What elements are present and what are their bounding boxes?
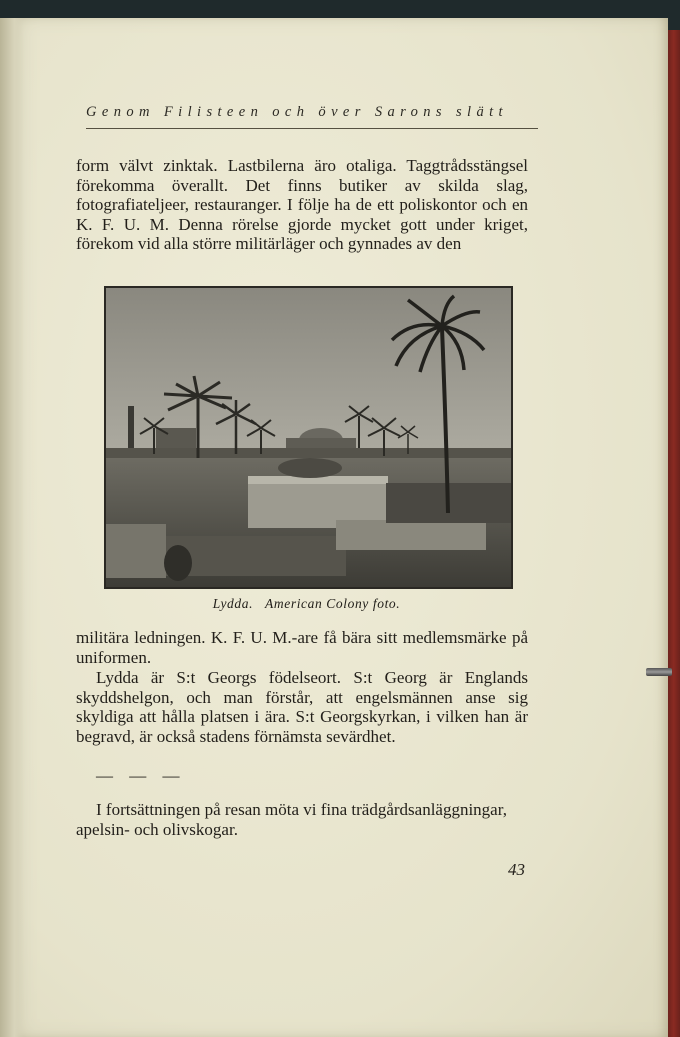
paragraph-1: form välvt zinktak. Lastbilerna äro otaliga. Taggtrådsstängsel förekomma överallt. Det finns butiker av skilda slag, fotografiateljeer, restauranger. I följe ha de ett poliskontor och en K. F. U. M. Denna rörelse gjorde mycket gott under kriget, förekom vid alla större militärläger och gynnades av den [76, 156, 528, 254]
page-gutter [0, 18, 24, 1037]
caption-place: Lydda. [212, 596, 254, 611]
paragraph-4: I fortsättningen på resan möta vi fina trädgårdsanläggningar, apelsin- och olivskogar. [76, 800, 507, 839]
section-separator: — — — [96, 766, 186, 785]
photo-lydda [104, 286, 513, 589]
page-clip [646, 668, 672, 676]
running-header: Genom Filisteen och över Sarons slätt [86, 104, 508, 120]
page-number: 43 [508, 860, 525, 879]
paragraph-2: militära ledningen. K. F. U. M.-are få bära sitt medlemsmärke på uniformen. [76, 628, 528, 667]
caption-credit: American Colony foto. [265, 596, 401, 611]
paragraph-3: Lydda är S:t Georgs födelseort. S:t Georg är Englands skyddshelgon, och man förstår, att engelsmännen anse sig skyldiga att hålla platsen i ära. S:t Georgskyrkan, i vilken han är begravd, är också stadens förnämsta sevärdhet. [76, 668, 528, 746]
photo-caption [104, 596, 509, 612]
header-rule [86, 128, 538, 129]
photo-illustration [106, 288, 511, 587]
